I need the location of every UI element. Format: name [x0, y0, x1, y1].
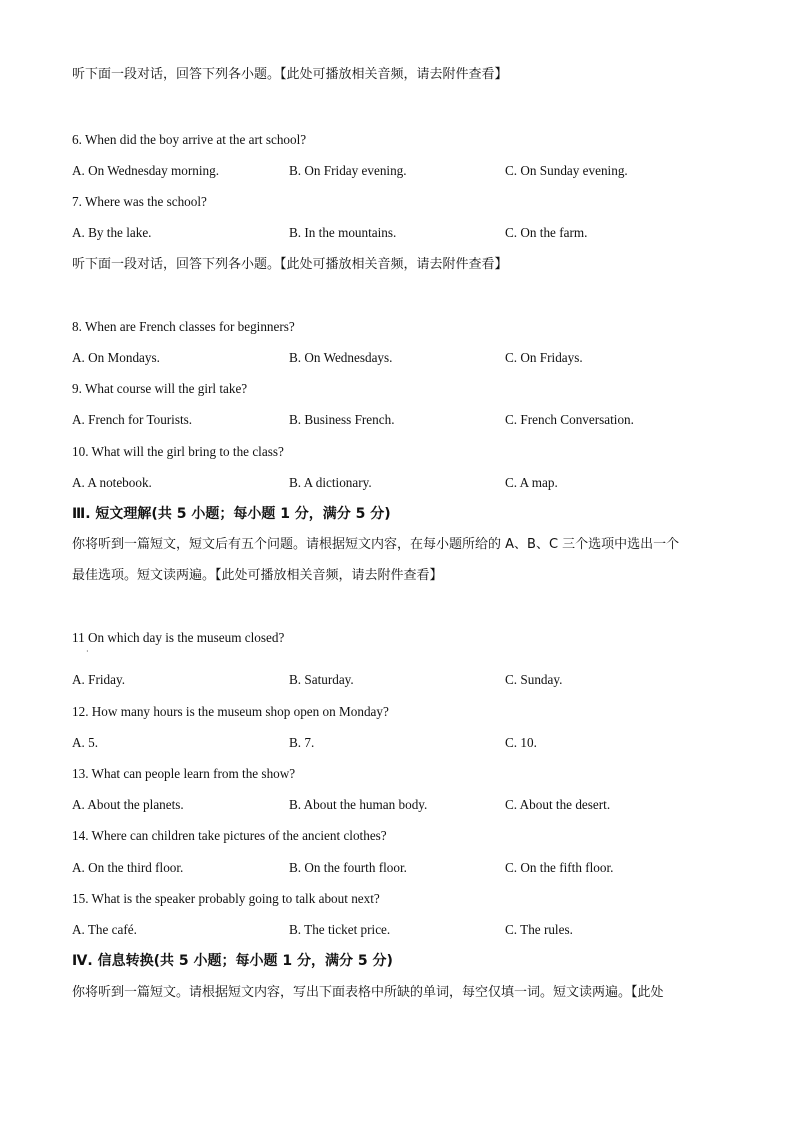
option-10a: A. A notebook. [72, 475, 152, 490]
section-instructions: 最佳选项。短文读两遍。【此处可播放相关音频，请去附件查看】 [72, 568, 443, 583]
section-instructions: 你将听到一篇短文，短文后有五个问题。请根据短文内容，在每小题所给的 A、B、C 三个选项中选出一个 [72, 537, 680, 552]
option-13c: C. About the desert. [505, 797, 611, 812]
option-12c: C. 10. [505, 735, 537, 750]
question-6: 6. When did the boy arrive at the art school? [72, 132, 307, 147]
option-6a: A. On Wednesday morning. [72, 163, 220, 178]
listening-instruction: 听下面一段对话，回答下列各小题。【此处可播放相关音频，请去附件查看】 [72, 67, 508, 82]
question-9: 9. What course will the girl take? [72, 381, 248, 396]
option-14b: B. On the fourth floor. [289, 860, 407, 875]
section-heading: Ⅲ. 短文理解(共 5 小题；每小题 1 分，满分 5 分) [72, 506, 391, 522]
option-7b: B. In the mountains. [289, 225, 397, 240]
question-13: 13. What can people learn from the show? [72, 766, 296, 781]
option-10b: B. A dictionary. [289, 475, 372, 490]
option-6b: B. On Friday evening. [289, 163, 407, 178]
option-12b: B. 7. [289, 735, 315, 750]
option-8a: A. On Mondays. [72, 350, 160, 365]
option-12a: A. 5. [72, 735, 99, 750]
question-14: 14. Where can children take pictures of the ancient clothes? [72, 828, 387, 843]
option-15a: A. The café. [72, 922, 137, 937]
option-9b: B. Business French. [289, 412, 395, 427]
question-11: 11 On which day is the museum closed? [72, 630, 285, 645]
section-instructions: 你将听到一篇短文。请根据短文内容，写出下面表格中所缺的单词，每空仅填一词。短文读两遍。【此处 [72, 985, 664, 1000]
option-14c: C. On the fifth floor. [505, 860, 614, 875]
option-9c: C. French Conversation. [505, 412, 634, 427]
option-10c: C. A map. [505, 475, 558, 490]
option-11a: A. Friday. [72, 672, 125, 687]
option-11c: C. Sunday. [505, 672, 563, 687]
question-12: 12. How many hours is the museum shop open on Monday? [72, 704, 389, 719]
section-heading: Ⅳ. 信息转换(共 5 小题；每小题 1 分，满分 5 分) [72, 953, 393, 969]
option-13b: B. About the human body. [289, 797, 428, 812]
option-7c: C. On the farm. [505, 225, 588, 240]
question-10: 10. What will the girl bring to the class? [72, 444, 284, 459]
option-6c: C. On Sunday evening. [505, 163, 628, 178]
question-7: 7. Where was the school? [72, 194, 207, 209]
question-15: 15. What is the speaker probably going to talk about next? [72, 891, 380, 906]
option-9a: A. French for Tourists. [72, 412, 193, 427]
stray-dot: · [86, 647, 89, 656]
option-7a: A. By the lake. [72, 225, 152, 240]
option-11b: B. Saturday. [289, 672, 354, 687]
listening-instruction: 听下面一段对话，回答下列各小题。【此处可播放相关音频，请去附件查看】 [72, 257, 508, 272]
option-8c: C. On Fridays. [505, 350, 583, 365]
question-8: 8. When are French classes for beginners? [72, 319, 295, 334]
option-13a: A. About the planets. [72, 797, 184, 812]
option-8b: B. On Wednesdays. [289, 350, 393, 365]
option-15c: C. The rules. [505, 922, 573, 937]
option-14a: A. On the third floor. [72, 860, 184, 875]
option-15b: B. The ticket price. [289, 922, 391, 937]
